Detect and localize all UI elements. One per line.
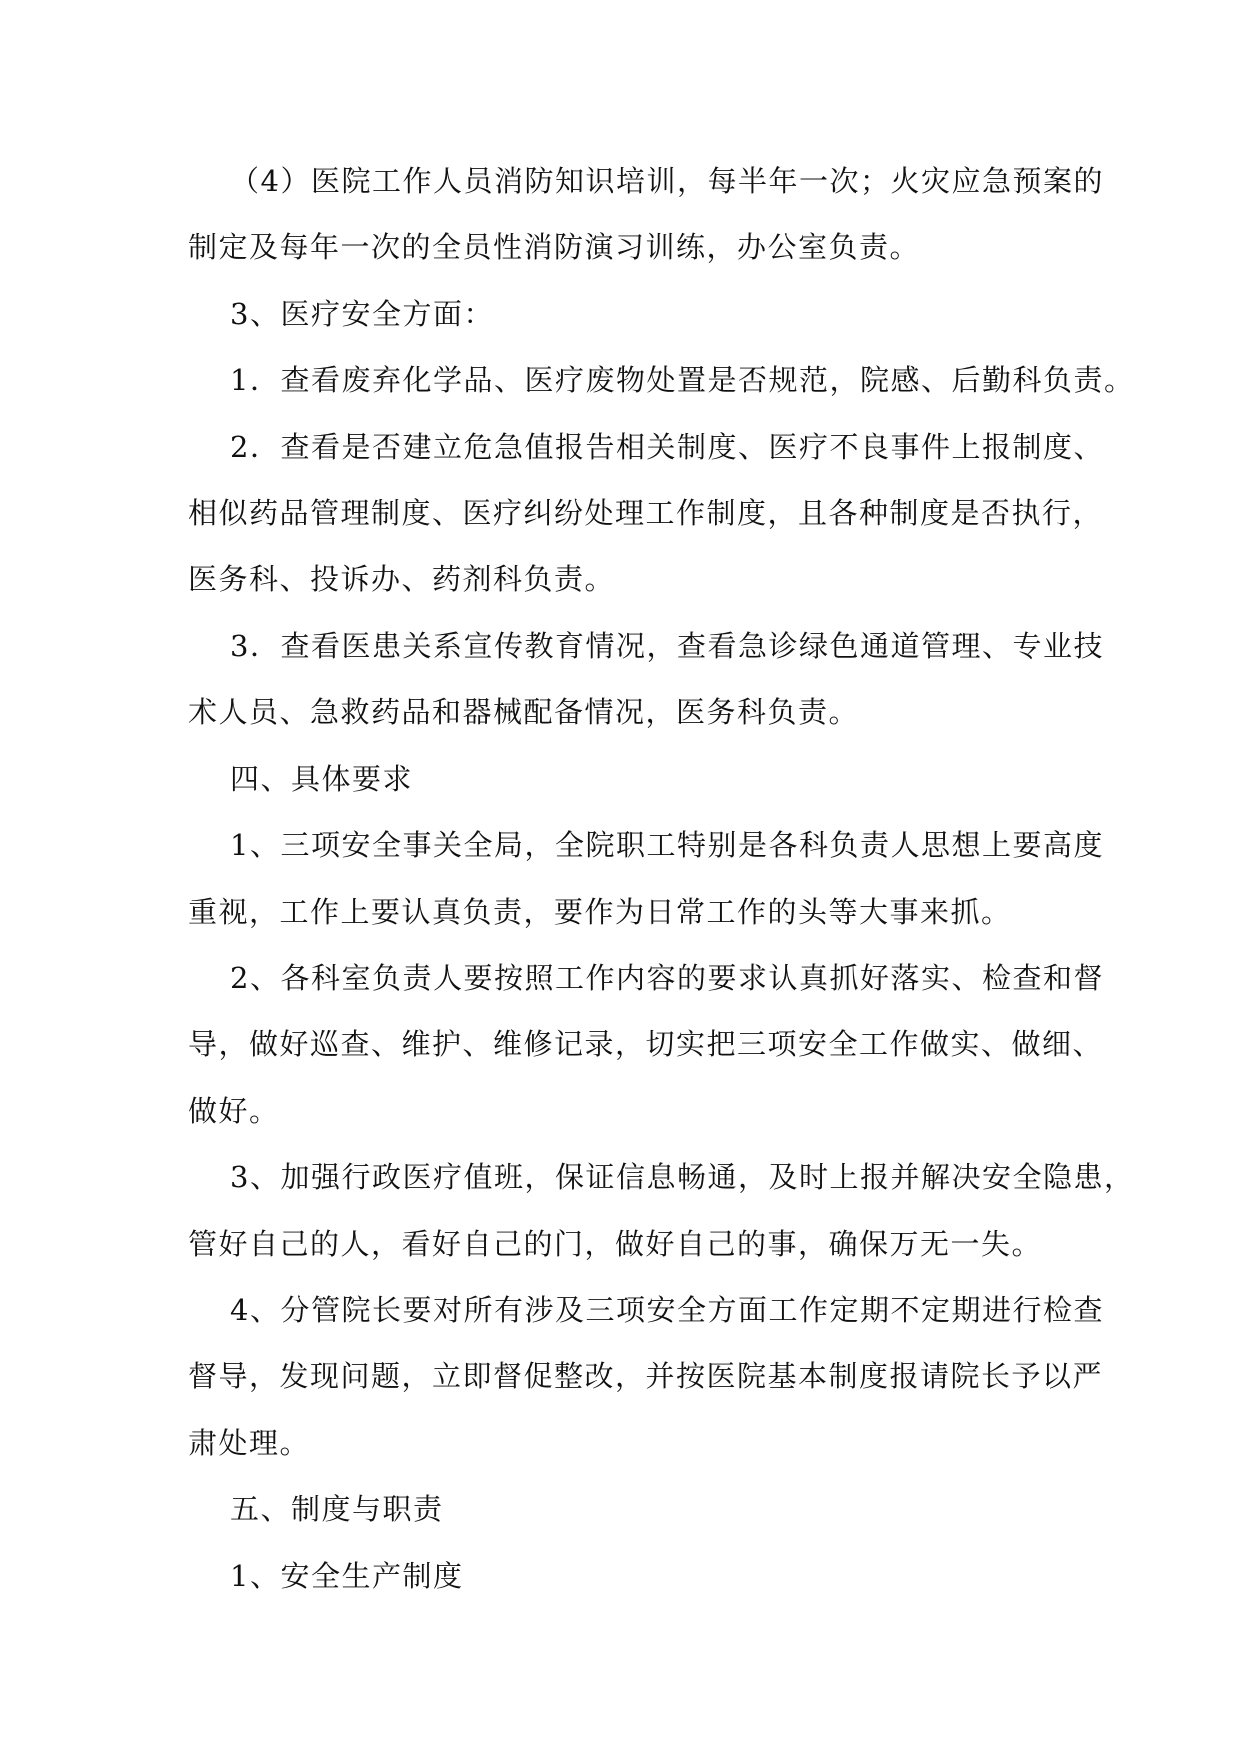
section-heading: 五、制度与职责 xyxy=(230,1492,444,1526)
section-heading: 1、安全生产制度 xyxy=(230,1559,464,1593)
paragraph-line: 医务科、投诉办、药剂科负责。 xyxy=(188,562,616,596)
section-heading: 四、具体要求 xyxy=(230,762,414,796)
paragraph-line: 3．查看医患关系宣传教育情况，查看急诊绿色通道管理、专业技 xyxy=(230,629,1104,663)
paragraph-line: 管好自己的人，看好自己的门，做好自己的事，确保万无一失。 xyxy=(188,1227,1043,1261)
paragraph-line: 2、各科室负责人要按照工作内容的要求认真抓好落实、检查和督 xyxy=(230,961,1104,995)
paragraph-line: 1、三项安全事关全局，全院职工特别是各科负责人思想上要高度 xyxy=(230,828,1104,862)
paragraph-line: 督导，发现问题，立即督促整改，并按医院基本制度报请院长予以严 xyxy=(188,1359,1104,1393)
paragraph-line: 制定及每年一次的全员性消防演习训练，办公室负责。 xyxy=(188,230,921,264)
paragraph-line: 做好。 xyxy=(188,1094,280,1128)
section-heading: 3、医疗安全方面： xyxy=(230,297,494,331)
paragraph-line: 肃处理。 xyxy=(188,1426,311,1460)
paragraph-line: 术人员、急救药品和器械配备情况，医务科负责。 xyxy=(188,695,860,729)
paragraph-line: 3、加强行政医疗值班，保证信息畅通，及时上报并解决安全隐患， xyxy=(230,1160,1135,1194)
paragraph-line: 重视，工作上要认真负责，要作为日常工作的头等大事来抓。 xyxy=(188,895,1012,929)
paragraph-line: 1．查看废弃化学品、医疗废物处置是否规范，院感、后勤科负责。 xyxy=(230,363,1135,397)
paragraph-line: （4）医院工作人员消防知识培训，每半年一次；火灾应急预案的 xyxy=(230,164,1104,198)
paragraph-line: 相似药品管理制度、医疗纠纷处理工作制度，且各种制度是否执行， xyxy=(188,496,1104,530)
paragraph-line: 4、分管院长要对所有涉及三项安全方面工作定期不定期进行检查 xyxy=(230,1293,1104,1327)
paragraph-line: 导，做好巡查、维护、维修记录，切实把三项安全工作做实、做细、 xyxy=(188,1027,1104,1061)
paragraph-line: 2．查看是否建立危急值报告相关制度、医疗不良事件上报制度、 xyxy=(230,430,1104,464)
